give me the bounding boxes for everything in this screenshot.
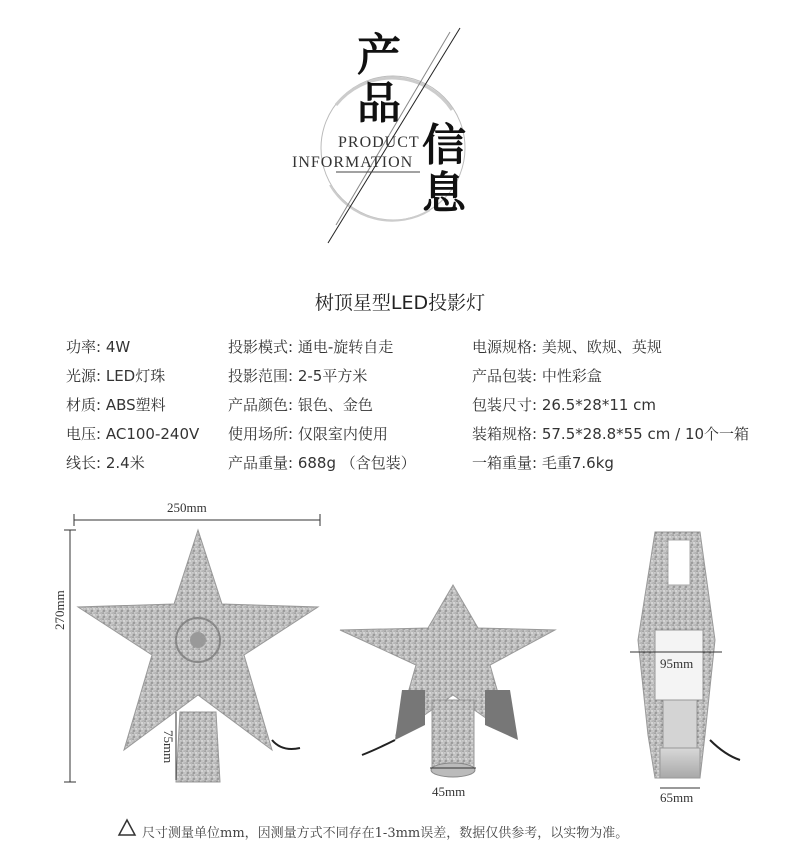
header-en-information: INFORMATION [292,154,414,171]
spec-row: 功率: 4W [66,338,131,356]
spec-row: 电压: AC100-240V [66,425,200,443]
header-char-chan: 产 [357,30,401,81]
spec-row: 产品重量: 688g （含包装） [228,454,416,472]
spec-row: 投影模式: 通电-旋转自走 [228,338,394,356]
spec-row: 线长: 2.4米 [66,454,145,472]
spec-row: 光源: LED灯珠 [66,367,166,385]
spec-row: 产品包装: 中性彩盒 [472,367,602,385]
spec-row: 一箱重量: 毛重7.6kg [472,454,614,472]
dim-height-label: 270mm [52,590,67,630]
dim-width-label: 250mm [167,500,207,515]
dim-side-width-label: 95mm [660,656,694,671]
dim-side-base-label: 65mm [660,790,694,805]
product-title: 树顶星型LED投影灯 [314,292,486,314]
angled-star-image [340,585,555,777]
spec-row: 包装尺寸: 26.5*28*11 cm [472,396,657,414]
header-en-product: PRODUCT [338,134,420,151]
dim-base-width-label: 45mm [432,784,466,799]
spec-row: 材质: ABS塑料 [66,396,166,414]
spec-row: 产品颜色: 银色、金色 [228,396,373,414]
header-char-pin: 品 [357,78,401,129]
dim-base-height-label: 75mm [161,730,176,764]
measurement-note: 尺寸测量单位mm，因测量方式不同存在1-3mm误差，数据仅供参考，以实物为准。 [142,826,629,841]
spec-row: 电源规格: 美规、欧规、英规 [472,338,662,356]
spec-row: 使用场所: 仅限室内使用 [228,425,388,443]
header-char-xin: 信 [422,120,466,171]
spec-row: 投影范围: 2-5平方米 [228,367,368,385]
triangle-warning-icon [119,820,135,835]
spec-row: 装箱规格: 57.5*28.8*55 cm / 10个一箱 [472,425,750,443]
front-star-image [78,530,318,782]
header-char-xi: 息 [422,168,466,219]
